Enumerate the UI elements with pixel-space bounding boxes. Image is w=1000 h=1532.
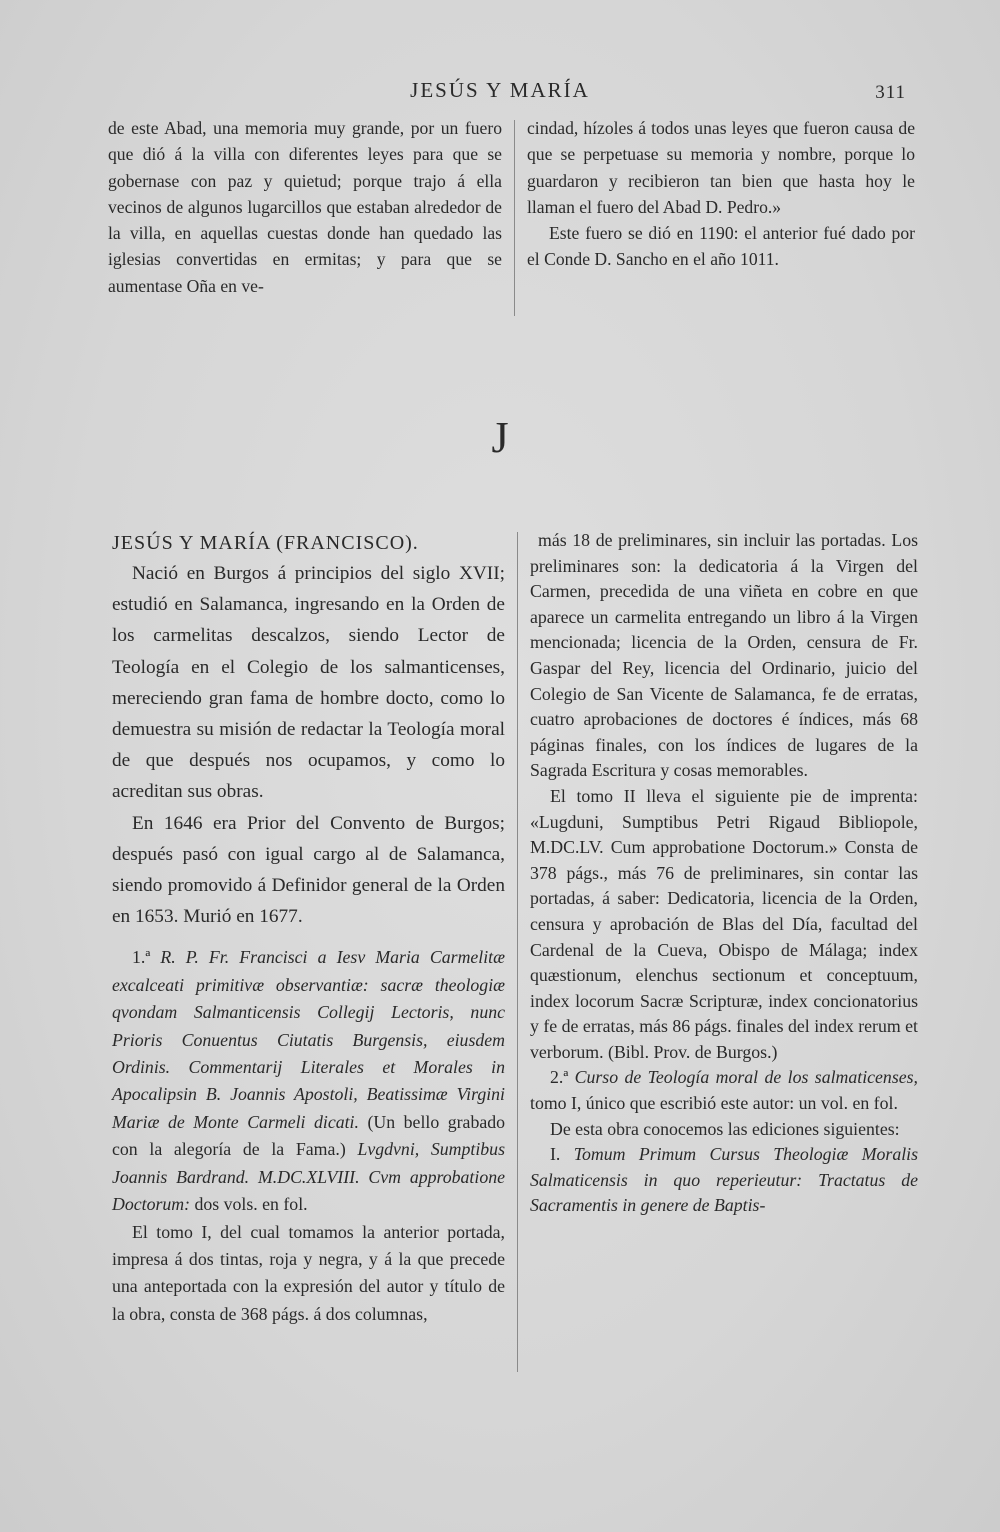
editions-intro: De esta obra conocemos las ediciones siguientes:	[550, 1118, 900, 1139]
bio-paragraph-2: En 1646 era Prior del Convento de Burgos; después pasó con igual cargo al de Salamanca, siendo promovido á Definidor general de la Orden en 1653. Murió en 1677.	[112, 812, 505, 928]
top-left-column	[108, 115, 502, 299]
entry-right-column	[530, 528, 918, 1219]
top-right-paragraph-1	[527, 115, 915, 220]
running-head: JESÚS Y MARÍA	[410, 78, 590, 102]
bib-item-1-description: El tomo I, del cual tomamos la anterior portada, impresa á dos tintas, roja y negra, y á la que precede una anteportada con la expresión del autor y título de la obra, consta de 368 págs. á dos columnas,	[112, 1221, 505, 1324]
right-col-paragraph-1: más 18 de preliminares, sin incluir las portadas. Los preliminares son: la dedicatoria á la Virgen del Carmen, precedida de una viñeta en cobre en que aparece un carmelita entregando un libro á la Virgen mencionada; licencia de la Orden, censura de Fr. Gaspar del Rey, licencia del Ordinario, juicio del Colegio de San Vicente de Salamanca, fe de erratas, cuatro aprobaciones de doctores é índices, más 68 páginas finales, con los índices de lugares de la Sagrada Escritura y cosas memorables.	[530, 530, 918, 781]
bib-item-1-note: (Un bello grabado con la alegoría de la Fama.)	[112, 1111, 506, 1160]
bib-item-2	[530, 1065, 918, 1116]
edition-1-title: Tomum Primum Cursus Theologiæ Moralis Salmaticensis in quo reperieutur: Tractatus de Sacramentis in genere de Baptis-	[530, 1144, 919, 1216]
column-divider-bottom	[517, 532, 518, 1372]
bib-item-1-title: R. P. Fr. Francisci a Iesv Maria Carmelitæ excalceati primitivæ observantiæ: sacræ theologiæ qvondam Salmanticensis Collegij Lectoris, nunc Prioris Conuentus Ciutatis Burgensis, eiusdem Ordinis. Commentarij Literales et Morales in Apocalipsin B. Joannis Apostoli, Beatissimæ Virgini Mariæ de Monte Carmeli dicati.	[112, 947, 505, 1132]
entry-left-column	[112, 528, 505, 1328]
bib-item-2-rest: tomo I, único que escribió este autor: un vol. en fol.	[530, 1093, 898, 1114]
entry-biography	[112, 558, 505, 932]
section-letter: J	[491, 413, 509, 462]
top-right-column	[527, 115, 915, 273]
bib-item-1	[112, 944, 505, 1218]
bib-item-1-imprint: Lvgdvni, Sumptibus Joannis Bardrand. M.DC.XLVIII. Cvm approbatione Doctorum:	[112, 1139, 505, 1215]
top-left-paragraph: de este Abad, una memoria muy grande, por un fuero que dió á la villa con diferentes leyes para que se gobernase con paz y quietud; porque trajo á ella vecinos de algunos lugarcillos que estaban alrededor de la villa, en aquellas cuestas donde han quedado las iglesias convertidas en ermitas; y para que se aumentase Oña en ve-	[108, 118, 502, 296]
bib-item-1-format: dos vols. en fol.	[194, 1194, 308, 1215]
column-divider-top	[514, 120, 515, 316]
bibliography-left	[112, 944, 505, 1328]
bib-item-1-number: 1.ª	[132, 947, 151, 968]
edition-1	[530, 1142, 918, 1219]
bio-paragraph-1: Nació en Burgos á principios del siglo XVII; estudió en Salamanca, ingresando en la Orden de los carmelitas descalzos, siendo Lector de Teología en el Colegio de los salmanticenses, mereciendo gran fama de hombre docto, como lo demuestra su misión de redactar la Teología moral de que después nos ocupamos, y como lo acreditan sus obras.	[112, 563, 505, 803]
top-right-paragraph-1-text: cindad, hízoles á todos unas leyes que fueron causa de que se perpetuase su memoria y nombre, porque lo guardaron y recibieron tan bien que hasta hoy le llaman el fuero del Abad D. Pedro.»	[527, 118, 915, 217]
bib-item-2-number: 2.ª	[550, 1067, 569, 1088]
page-number: 311	[875, 82, 906, 103]
bib-item-2-title: Curso de Teología moral de los salmaticenses,	[574, 1067, 918, 1088]
right-col-paragraph-2: El tomo II lleva el siguiente pie de imprenta: «Lugduni, Sumptibus Petri Rigaud Bibliopole, M.DC.LV. Cum approbatione Doctorum.» Consta de 378 págs., más 76 de preliminares, sin contar las portadas, á saber: Dedicatoria, licencia de la Orden, censura y aprobación de Blas del Día, facultad del Cardenal de la Cueva, Obispo de Málaga; index quæstionum, elenchus sectionum et conceptuum, index locorum Sacræ Scripturæ, index concionatorius y fe de erratas, más 86 págs. finales del index rerum et verborum. (Bibl. Prov. de Burgos.)	[530, 785, 918, 1062]
top-right-paragraph-2: Este fuero se dió en 1190: el anterior fué dado por el Conde D. Sancho en el año 1011.	[527, 223, 915, 270]
entry-heading: JESÚS Y MARÍA (FRANCISCO).	[112, 532, 419, 554]
edition-1-number: I.	[550, 1144, 561, 1165]
